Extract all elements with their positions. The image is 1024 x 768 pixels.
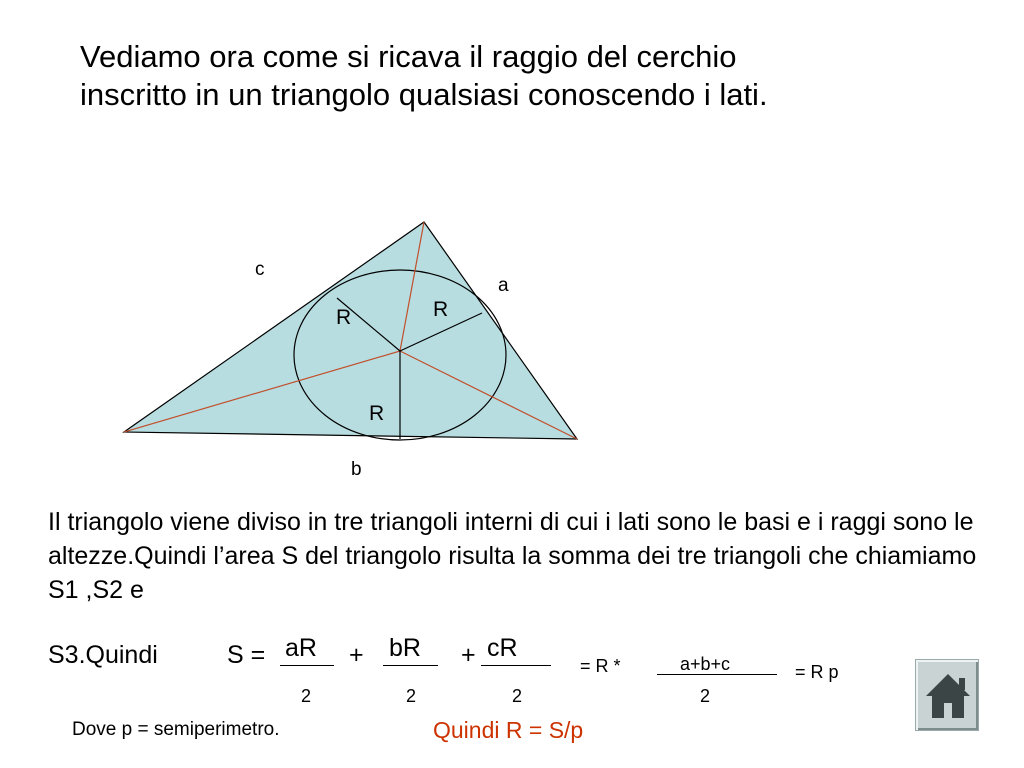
fraction-bar-4 xyxy=(657,674,777,675)
numerator-ar: aR xyxy=(285,634,317,662)
radius-label-c: R xyxy=(336,306,352,329)
radius-label-a: R xyxy=(433,298,449,321)
fraction-bar-3 xyxy=(481,665,551,666)
numerator-cr: cR xyxy=(487,634,518,662)
home-icon xyxy=(924,670,972,722)
label-c: c xyxy=(255,259,265,280)
home-button[interactable] xyxy=(915,659,979,731)
fraction-bar-2 xyxy=(383,665,438,666)
formula-s-eq: S = xyxy=(227,641,266,669)
numerator-sum: a+b+c xyxy=(680,654,731,674)
equals-r-times: = R * xyxy=(580,656,621,676)
denominator-2: 2 xyxy=(406,686,417,706)
denominator-4: 2 xyxy=(700,686,711,706)
intro-text: Vediamo ora come si ricava il raggio del cerchio inscritto in un triangolo qualsiasi conoscendo i lati. xyxy=(80,39,768,112)
numerator-br: bR xyxy=(389,634,421,662)
denominator-1: 2 xyxy=(301,686,312,706)
formula-prefix: S3.Quindi xyxy=(48,641,158,669)
fraction-bar-1 xyxy=(280,665,334,666)
note-semiperimeter: Dove p = semiperimetro. xyxy=(72,719,280,740)
radius-label-b: R xyxy=(369,402,385,425)
plus-2: + xyxy=(461,641,476,669)
conclusion-formula: Quindi R = S/p xyxy=(433,717,584,743)
plus-1: + xyxy=(349,641,364,669)
label-b: b xyxy=(351,459,362,480)
denominator-3: 2 xyxy=(512,686,523,706)
explanation-text: Il triangolo viene diviso in tre triangoli interni di cui i lati sono le basi e i raggi sono le altezze.Quindi l’area S del triangolo risulta la somma dei tre triangoli che chiamiamo S1 ,S2 e xyxy=(48,508,977,604)
triangle xyxy=(124,222,577,439)
result-rp: = R p xyxy=(795,662,839,682)
label-a: a xyxy=(498,275,509,296)
